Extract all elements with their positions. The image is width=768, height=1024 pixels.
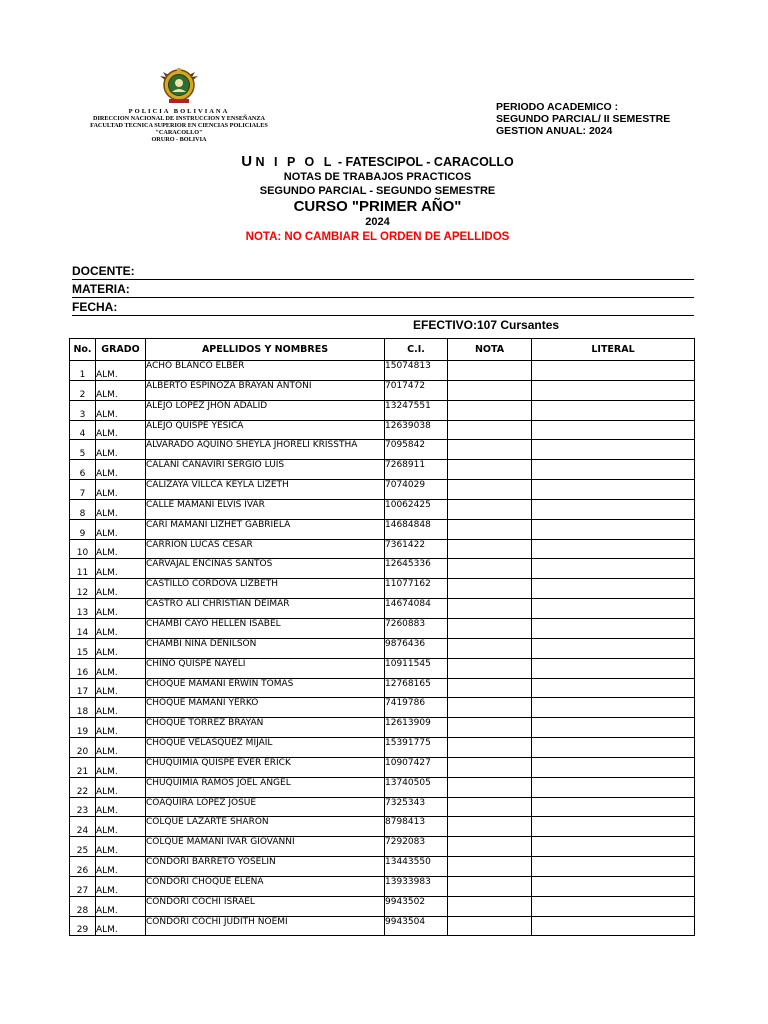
row-nota-cell[interactable]	[448, 499, 532, 519]
row-nombre: CALLE MAMANI ELVIS IVAR	[146, 499, 385, 519]
row-number: 15	[70, 638, 96, 658]
row-ci: 15391775	[385, 738, 448, 758]
row-ci: 13247551	[385, 400, 448, 420]
row-nombre: CALIZAYA VILLCA KEYLA LIZETH	[146, 480, 385, 500]
row-literal-cell[interactable]	[532, 539, 695, 559]
table-row	[70, 757, 695, 777]
table-row	[70, 579, 695, 599]
row-literal-cell[interactable]	[532, 797, 695, 817]
police-emblem-icon	[159, 66, 199, 106]
row-nota-cell[interactable]	[448, 480, 532, 500]
row-ci: 11077162	[385, 579, 448, 599]
row-nombre: ALBERTO ESPINOZA BRAYAN ANTONI	[146, 380, 385, 400]
row-literal-cell[interactable]	[532, 718, 695, 738]
row-nota-cell[interactable]	[448, 896, 532, 916]
row-number: 8	[70, 499, 96, 519]
row-nombre: CASTILLO CORDOVA LIZBETH	[146, 579, 385, 599]
row-literal-cell[interactable]	[532, 599, 695, 619]
row-nombre: CALANI CANAVIRI SERGIO LUIS	[146, 460, 385, 480]
row-number: 24	[70, 817, 96, 837]
row-grado: ALM.	[96, 797, 146, 817]
row-ci: 12645336	[385, 559, 448, 579]
table-row	[70, 876, 695, 896]
row-nota-cell[interactable]	[448, 817, 532, 837]
row-grado: ALM.	[96, 678, 146, 698]
row-number: 22	[70, 777, 96, 797]
academic-period-semester: SEGUNDO PARCIAL/ II SEMESTRE	[496, 113, 671, 125]
academic-period-label: PERIODO ACADEMICO :	[496, 101, 619, 113]
row-grado: ALM.	[96, 420, 146, 440]
table-row	[70, 599, 695, 619]
unipol-title	[130, 154, 625, 170]
table-header-row	[70, 339, 695, 361]
row-literal-cell[interactable]	[532, 876, 695, 896]
institution-location: ORURO - BOLIVIA	[151, 136, 207, 143]
row-literal-cell[interactable]	[532, 380, 695, 400]
header-ci: C.I.	[385, 339, 448, 361]
row-number: 26	[70, 857, 96, 877]
row-ci: 9876436	[385, 638, 448, 658]
row-literal-cell[interactable]	[532, 857, 695, 877]
row-nota-cell[interactable]	[448, 539, 532, 559]
row-nota-cell[interactable]	[448, 738, 532, 758]
institution-direction: DIRECCION NACIONAL DE INSTRUCCION Y ENSEÑANZA	[93, 115, 265, 122]
row-grado: ALM.	[96, 361, 146, 381]
institution-logo-block	[84, 66, 274, 143]
row-grado: ALM.	[96, 539, 146, 559]
table-row	[70, 638, 695, 658]
row-nombre: CHAMBI NINA DENILSON	[146, 638, 385, 658]
row-literal-cell[interactable]	[532, 916, 695, 936]
row-nota-cell[interactable]	[448, 857, 532, 877]
fecha-field[interactable]	[72, 299, 694, 316]
row-grado: ALM.	[96, 837, 146, 857]
row-nombre: COLQUE MAMANI IVAR GIOVANNI	[146, 837, 385, 857]
row-grado: ALM.	[96, 757, 146, 777]
row-nombre: ALEJO QUISPE YESICA	[146, 420, 385, 440]
grades-table	[69, 338, 695, 936]
row-ci: 7419786	[385, 698, 448, 718]
row-grado: ALM.	[96, 896, 146, 916]
row-literal-cell[interactable]	[532, 777, 695, 797]
row-number: 16	[70, 658, 96, 678]
row-number: 11	[70, 559, 96, 579]
row-nota-cell[interactable]	[448, 638, 532, 658]
row-grado: ALM.	[96, 579, 146, 599]
row-nombre: CARVAJAL ENCINAS SANTOS	[146, 559, 385, 579]
row-ci: 7074029	[385, 480, 448, 500]
row-literal-cell[interactable]	[532, 658, 695, 678]
row-nota-cell[interactable]	[448, 777, 532, 797]
row-number: 13	[70, 599, 96, 619]
row-number: 20	[70, 738, 96, 758]
unipol-initial: U	[241, 153, 253, 170]
course-title: CURSO "PRIMER AÑO"	[293, 198, 462, 215]
row-number: 28	[70, 896, 96, 916]
row-ci: 7095842	[385, 440, 448, 460]
row-nota-cell[interactable]	[448, 361, 532, 381]
row-ci: 7260883	[385, 618, 448, 638]
row-grado: ALM.	[96, 519, 146, 539]
row-nombre: CONDORI COCHI JUDITH NOEMI	[146, 916, 385, 936]
row-nombre: CARRION LUCAS CESAR	[146, 539, 385, 559]
institution-faculty: FACULTAD TECNICA SUPERIOR EN CIENCIAS POLICIALES	[90, 122, 268, 129]
docente-field[interactable]	[72, 263, 694, 280]
header-grado: GRADO	[96, 339, 146, 361]
grades-table-body	[70, 361, 695, 936]
row-number: 3	[70, 400, 96, 420]
row-number: 1	[70, 361, 96, 381]
row-number: 4	[70, 420, 96, 440]
row-grado: ALM.	[96, 559, 146, 579]
row-ci: 15074813	[385, 361, 448, 381]
row-ci: 7325343	[385, 797, 448, 817]
academic-period-year: GESTION ANUAL: 2024	[496, 125, 613, 137]
table-row	[70, 539, 695, 559]
row-literal-cell[interactable]	[532, 361, 695, 381]
table-row	[70, 817, 695, 837]
institution-name: POLICIA BOLIVIANA	[128, 108, 230, 115]
row-nombre: CHAMBI CAYO HELLEN ISABEL	[146, 618, 385, 638]
row-ci: 10907427	[385, 757, 448, 777]
row-nombre: ALEJO LOPEZ JHON ADALID	[146, 400, 385, 420]
row-literal-cell[interactable]	[532, 678, 695, 698]
row-nombre: ACHO BLANCO ELBER	[146, 361, 385, 381]
table-row	[70, 440, 695, 460]
row-nombre: CONDORI COCHI ISRAEL	[146, 896, 385, 916]
table-row	[70, 718, 695, 738]
row-literal-cell[interactable]	[532, 817, 695, 837]
table-row	[70, 797, 695, 817]
row-nombre: CHOQUE TORREZ BRAYAN	[146, 718, 385, 738]
row-grado: ALM.	[96, 440, 146, 460]
institution-campus: "CARACOLLO"	[155, 129, 203, 136]
row-nota-cell[interactable]	[448, 718, 532, 738]
row-grado: ALM.	[96, 638, 146, 658]
parcial-subtitle: SEGUNDO PARCIAL - SEGUNDO SEMESTRE	[259, 185, 496, 197]
row-literal-cell[interactable]	[532, 499, 695, 519]
order-warning-note: NOTA: NO CAMBIAR EL ORDEN DE APELLIDOS	[245, 231, 510, 243]
row-nombre: CHOQUE VELASQUEZ MIJAIL	[146, 738, 385, 758]
row-ci: 7361422	[385, 539, 448, 559]
row-grado: ALM.	[96, 738, 146, 758]
table-row	[70, 658, 695, 678]
row-literal-cell[interactable]	[532, 618, 695, 638]
header-apellidos-nombres: APELLIDOS Y NOMBRES	[146, 339, 385, 361]
row-literal-cell[interactable]	[532, 579, 695, 599]
row-ci: 12768165	[385, 678, 448, 698]
row-number: 27	[70, 876, 96, 896]
row-nota-cell[interactable]	[448, 618, 532, 638]
row-grado: ALM.	[96, 499, 146, 519]
row-number: 12	[70, 579, 96, 599]
row-grado: ALM.	[96, 480, 146, 500]
header-no: No.	[70, 339, 96, 361]
row-ci: 13443550	[385, 857, 448, 877]
row-ci: 10062425	[385, 499, 448, 519]
row-ci: 14684848	[385, 519, 448, 539]
row-ci: 10911545	[385, 658, 448, 678]
table-row	[70, 916, 695, 936]
row-nombre: CHOQUE MAMANI YERKO	[146, 698, 385, 718]
row-grado: ALM.	[96, 658, 146, 678]
row-literal-cell[interactable]	[532, 460, 695, 480]
row-literal-cell[interactable]	[532, 559, 695, 579]
row-nota-cell[interactable]	[448, 519, 532, 539]
row-literal-cell[interactable]	[532, 837, 695, 857]
efectivo-count: EFECTIVO:107 Cursantes	[413, 318, 560, 332]
row-grado: ALM.	[96, 460, 146, 480]
row-number: 21	[70, 757, 96, 777]
row-ci: 9943504	[385, 916, 448, 936]
row-number: 19	[70, 718, 96, 738]
row-grado: ALM.	[96, 817, 146, 837]
row-number: 2	[70, 380, 96, 400]
course-year: 2024	[365, 216, 390, 228]
docente-label: DOCENTE:	[72, 264, 135, 278]
table-row	[70, 420, 695, 440]
row-literal-cell[interactable]	[532, 519, 695, 539]
row-number: 7	[70, 480, 96, 500]
header-nota: NOTA	[448, 339, 532, 361]
row-ci: 9943502	[385, 896, 448, 916]
row-number: 10	[70, 539, 96, 559]
row-ci: 13740505	[385, 777, 448, 797]
row-nota-cell[interactable]	[448, 400, 532, 420]
row-nota-cell[interactable]	[448, 797, 532, 817]
row-grado: ALM.	[96, 698, 146, 718]
row-nombre: COLQUE LAZARTE SHARON	[146, 817, 385, 837]
row-ci: 7268911	[385, 460, 448, 480]
table-row	[70, 361, 695, 381]
row-nombre: CHINO QUISPE NAYELI	[146, 658, 385, 678]
row-ci: 8798413	[385, 817, 448, 837]
row-nombre: CHOQUE MAMANI ERWIN TOMAS	[146, 678, 385, 698]
row-nota-cell[interactable]	[448, 579, 532, 599]
table-row	[70, 519, 695, 539]
row-nombre: CARI MAMANI LIZHET GABRIELA	[146, 519, 385, 539]
row-nombre: CASTRO ALI CHRISTIAN DEIMAR	[146, 599, 385, 619]
row-number: 17	[70, 678, 96, 698]
row-nombre: COAQUIRA LOPEZ JOSUE	[146, 797, 385, 817]
row-number: 9	[70, 519, 96, 539]
materia-field[interactable]	[72, 281, 694, 298]
row-nota-cell[interactable]	[448, 380, 532, 400]
row-number: 29	[70, 916, 96, 936]
row-ci: 12639038	[385, 420, 448, 440]
row-literal-cell[interactable]	[532, 440, 695, 460]
row-grado: ALM.	[96, 718, 146, 738]
row-ci: 7292083	[385, 837, 448, 857]
row-grado: ALM.	[96, 857, 146, 877]
document-titles	[130, 154, 625, 245]
row-literal-cell[interactable]	[532, 757, 695, 777]
row-literal-cell[interactable]	[532, 738, 695, 758]
row-grado: ALM.	[96, 599, 146, 619]
table-row	[70, 480, 695, 500]
row-number: 23	[70, 797, 96, 817]
row-nota-cell[interactable]	[448, 876, 532, 896]
table-row	[70, 380, 695, 400]
row-grado: ALM.	[96, 876, 146, 896]
row-number: 14	[70, 618, 96, 638]
row-grado: ALM.	[96, 400, 146, 420]
fecha-label: FECHA:	[72, 300, 118, 314]
academic-period-block	[496, 101, 670, 137]
row-nota-cell[interactable]	[448, 837, 532, 857]
row-number: 25	[70, 837, 96, 857]
table-row	[70, 738, 695, 758]
row-literal-cell[interactable]	[532, 400, 695, 420]
row-nota-cell[interactable]	[448, 420, 532, 440]
row-ci: 14674084	[385, 599, 448, 619]
table-row	[70, 400, 695, 420]
row-ci: 7017472	[385, 380, 448, 400]
row-nota-cell[interactable]	[448, 757, 532, 777]
row-number: 18	[70, 698, 96, 718]
table-row	[70, 857, 695, 877]
table-row	[70, 837, 695, 857]
row-nombre: CHUQUIMIA QUISPE EVER ERICK	[146, 757, 385, 777]
row-nota-cell[interactable]	[448, 916, 532, 936]
row-nombre: ALVARADO AQUINO SHEYLA JHORELI KRISSTHA	[146, 440, 385, 460]
table-row	[70, 777, 695, 797]
row-nombre: CONDORI BARRETO YOSELIN	[146, 857, 385, 877]
row-grado: ALM.	[96, 380, 146, 400]
row-number: 6	[70, 460, 96, 480]
row-nota-cell[interactable]	[448, 559, 532, 579]
table-row	[70, 559, 695, 579]
table-row	[70, 896, 695, 916]
table-row	[70, 499, 695, 519]
row-grado: ALM.	[96, 916, 146, 936]
row-ci: 13933983	[385, 876, 448, 896]
header-literal: LITERAL	[532, 339, 695, 361]
unipol-letters: N I P O L	[255, 155, 335, 169]
table-row	[70, 698, 695, 718]
row-nota-cell[interactable]	[448, 440, 532, 460]
row-nota-cell[interactable]	[448, 698, 532, 718]
row-nombre: CHUQUIMIA RAMOS JOEL ANGEL	[146, 777, 385, 797]
row-literal-cell[interactable]	[532, 420, 695, 440]
row-literal-cell[interactable]	[532, 480, 695, 500]
row-nota-cell[interactable]	[448, 599, 532, 619]
table-row	[70, 618, 695, 638]
notes-subtitle: NOTAS DE TRABAJOS PRACTICOS	[283, 171, 472, 183]
row-nombre: CONDORI CHOQUE ELENA	[146, 876, 385, 896]
table-row	[70, 678, 695, 698]
row-ci: 12613909	[385, 718, 448, 738]
table-row	[70, 460, 695, 480]
row-number: 5	[70, 440, 96, 460]
row-literal-cell[interactable]	[532, 896, 695, 916]
row-grado: ALM.	[96, 777, 146, 797]
row-literal-cell[interactable]	[532, 638, 695, 658]
row-literal-cell[interactable]	[532, 698, 695, 718]
row-nota-cell[interactable]	[448, 678, 532, 698]
row-nota-cell[interactable]	[448, 658, 532, 678]
row-grado: ALM.	[96, 618, 146, 638]
materia-label: MATERIA:	[72, 282, 130, 296]
row-nota-cell[interactable]	[448, 460, 532, 480]
unipol-suffix: - FATESCIPOL - CARACOLLO	[334, 155, 514, 169]
